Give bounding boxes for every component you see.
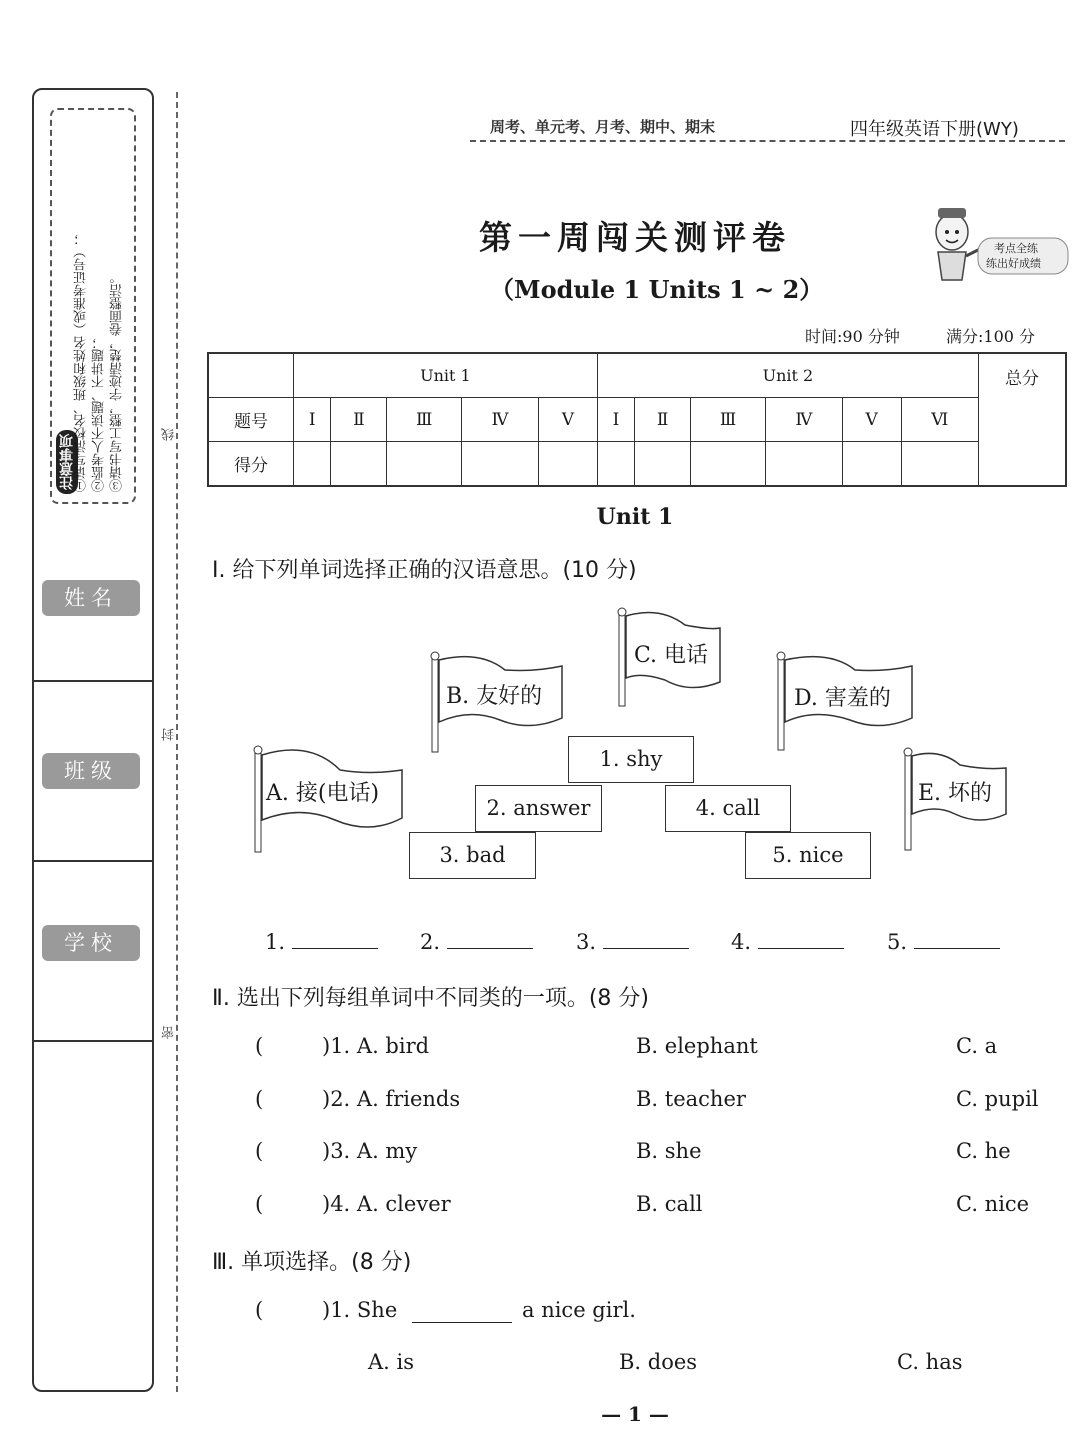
word-box-1: 1. shy — [568, 736, 694, 783]
paren-open[interactable]: ( — [255, 1087, 264, 1111]
blank-num: 1. — [265, 930, 286, 954]
word-box-4: 4. call — [665, 785, 791, 832]
col-u1-3: Ⅲ — [387, 398, 462, 442]
answer-blank-2[interactable] — [420, 926, 533, 954]
col-u2-2: Ⅱ — [635, 398, 691, 442]
flag-a-label: A. 接(电话) — [266, 781, 380, 806]
score-cell[interactable] — [691, 442, 766, 487]
notice-content — [50, 108, 132, 500]
row-label-number: 题号 — [208, 398, 294, 442]
notice-item-3: ③请书写工整，字迹清楚，卷面整洁。 — [110, 271, 125, 492]
score-cell[interactable] — [635, 442, 691, 487]
total-header: 总分 — [979, 353, 1067, 486]
col-u2-1: Ⅰ — [597, 398, 634, 442]
paren-open[interactable]: ( — [255, 1192, 264, 1216]
q2-3-c: C. he — [956, 1139, 1011, 1163]
flag-b-label: B. 友好的 — [446, 684, 543, 709]
q2-4-a: )4. A. clever — [322, 1192, 451, 1216]
table-corner — [208, 353, 294, 398]
q2-2-b: B. teacher — [636, 1087, 746, 1111]
answer-blank-5[interactable] — [887, 926, 1000, 954]
q2-4-b: B. call — [636, 1192, 703, 1216]
divider — [32, 1040, 154, 1042]
q2-4-c: C. nice — [956, 1192, 1030, 1216]
unit-heading: Unit 1 — [596, 504, 674, 530]
col-u2-4: Ⅳ — [765, 398, 842, 442]
blank-num: 3. — [576, 930, 597, 954]
word-box-2: 2. answer — [475, 785, 602, 832]
blank-num: 4. — [731, 930, 752, 954]
blank-num: 5. — [887, 930, 908, 954]
col-u2-3: Ⅲ — [691, 398, 766, 442]
score-cell[interactable] — [765, 442, 842, 487]
score-cell[interactable] — [387, 442, 462, 487]
unit2-header: Unit 2 — [597, 353, 978, 398]
q2-2-a: )2. A. friends — [322, 1087, 461, 1111]
q3-1-option-c: C. has — [897, 1350, 963, 1374]
paren-open[interactable]: ( — [255, 1034, 264, 1058]
paren-open[interactable]: ( — [255, 1298, 264, 1322]
q2-1-a: )1. A. bird — [322, 1034, 430, 1058]
school-label: 学校 — [42, 925, 140, 961]
notice-item-1: ①请写清校名、班级和姓名（或准考证号）； — [74, 232, 89, 492]
col-u1-4: Ⅳ — [462, 398, 539, 442]
mascot-text-2: 练出好成绩 — [986, 257, 1041, 270]
cut-word-secret: 密 — [162, 1026, 177, 1039]
col-u1-1: Ⅰ — [294, 398, 331, 442]
answer-blank-1[interactable] — [265, 926, 378, 954]
cut-word-seal: 封 — [162, 728, 177, 741]
q2-3-a: )3. A. my — [322, 1139, 418, 1163]
mascot-logo — [922, 200, 1070, 284]
exam-types: 周考、单元考、月考、期中、期末 — [490, 118, 716, 136]
score-cell[interactable] — [842, 442, 901, 487]
divider — [32, 680, 154, 682]
paren-open[interactable]: ( — [255, 1139, 264, 1163]
score-cell[interactable] — [538, 442, 597, 487]
class-label: 班级 — [42, 753, 140, 789]
q2-1-b: B. elephant — [636, 1034, 758, 1058]
cut-word-line: 线 — [162, 428, 177, 441]
flag-d-label: D. 害羞的 — [794, 686, 891, 711]
book-title: 四年级英语下册(WY) — [850, 119, 1019, 140]
q3-1-blank[interactable] — [412, 1322, 512, 1323]
word-box-5: 5. nice — [745, 832, 871, 879]
q3-1-rest: a nice girl. — [522, 1298, 636, 1322]
blank-num: 2. — [420, 930, 441, 954]
time-text: 时间:90 分钟 — [805, 327, 900, 346]
answer-blank-3[interactable] — [576, 926, 689, 954]
unit1-header: Unit 1 — [294, 353, 598, 398]
full-score-text: 满分:100 分 — [946, 327, 1036, 346]
score-cell[interactable] — [597, 442, 634, 487]
word-box-3: 3. bad — [409, 832, 536, 879]
flag-e-label: E. 坏的 — [918, 781, 993, 806]
page-subtitle: （Module 1 Units 1 ~ 2） — [490, 275, 824, 304]
mascot-icon — [922, 200, 1070, 284]
cut-line — [176, 92, 178, 1392]
page-title: 第一周闯关测评卷 — [479, 218, 791, 257]
divider — [32, 860, 154, 862]
q3-1-stem: )1. She — [322, 1298, 398, 1322]
time-limit — [805, 324, 1035, 347]
header-rule — [470, 140, 1065, 142]
section3-title: Ⅲ. 单项选择。(8 分) — [212, 1250, 412, 1275]
score-cell[interactable] — [331, 442, 387, 487]
q3-1-option-a: A. is — [368, 1350, 415, 1374]
mascot-text-1: 考点全练 — [994, 242, 1038, 255]
col-u1-2: Ⅱ — [331, 398, 387, 442]
name-label: 姓名 — [42, 580, 140, 616]
q2-1-c: C. a — [956, 1034, 998, 1058]
q2-3-b: B. she — [636, 1139, 702, 1163]
col-u2-6: Ⅵ — [901, 398, 978, 442]
section1-title: Ⅰ. 给下列单词选择正确的汉语意思。(10 分) — [212, 558, 637, 583]
notice-title: 注意事项 — [56, 430, 78, 494]
section2-title: Ⅱ. 选出下列每组单词中不同类的一项。(8 分) — [212, 986, 649, 1011]
score-table — [207, 352, 1067, 487]
col-u1-5: Ⅴ — [538, 398, 597, 442]
q3-1-option-b: B. does — [619, 1350, 698, 1374]
score-cell[interactable] — [462, 442, 539, 487]
q2-2-c: C. pupil — [956, 1087, 1039, 1111]
score-cell[interactable] — [901, 442, 978, 487]
page-number: — 1 — — [601, 1402, 669, 1426]
score-cell[interactable] — [294, 442, 331, 487]
flag-c-label: C. 电话 — [634, 643, 709, 668]
notice-item-2: ②监考人不读题、不讲题； — [92, 336, 107, 492]
row-label-score: 得分 — [208, 442, 294, 487]
answer-blank-4[interactable] — [731, 926, 844, 954]
col-u2-5: Ⅴ — [842, 398, 901, 442]
